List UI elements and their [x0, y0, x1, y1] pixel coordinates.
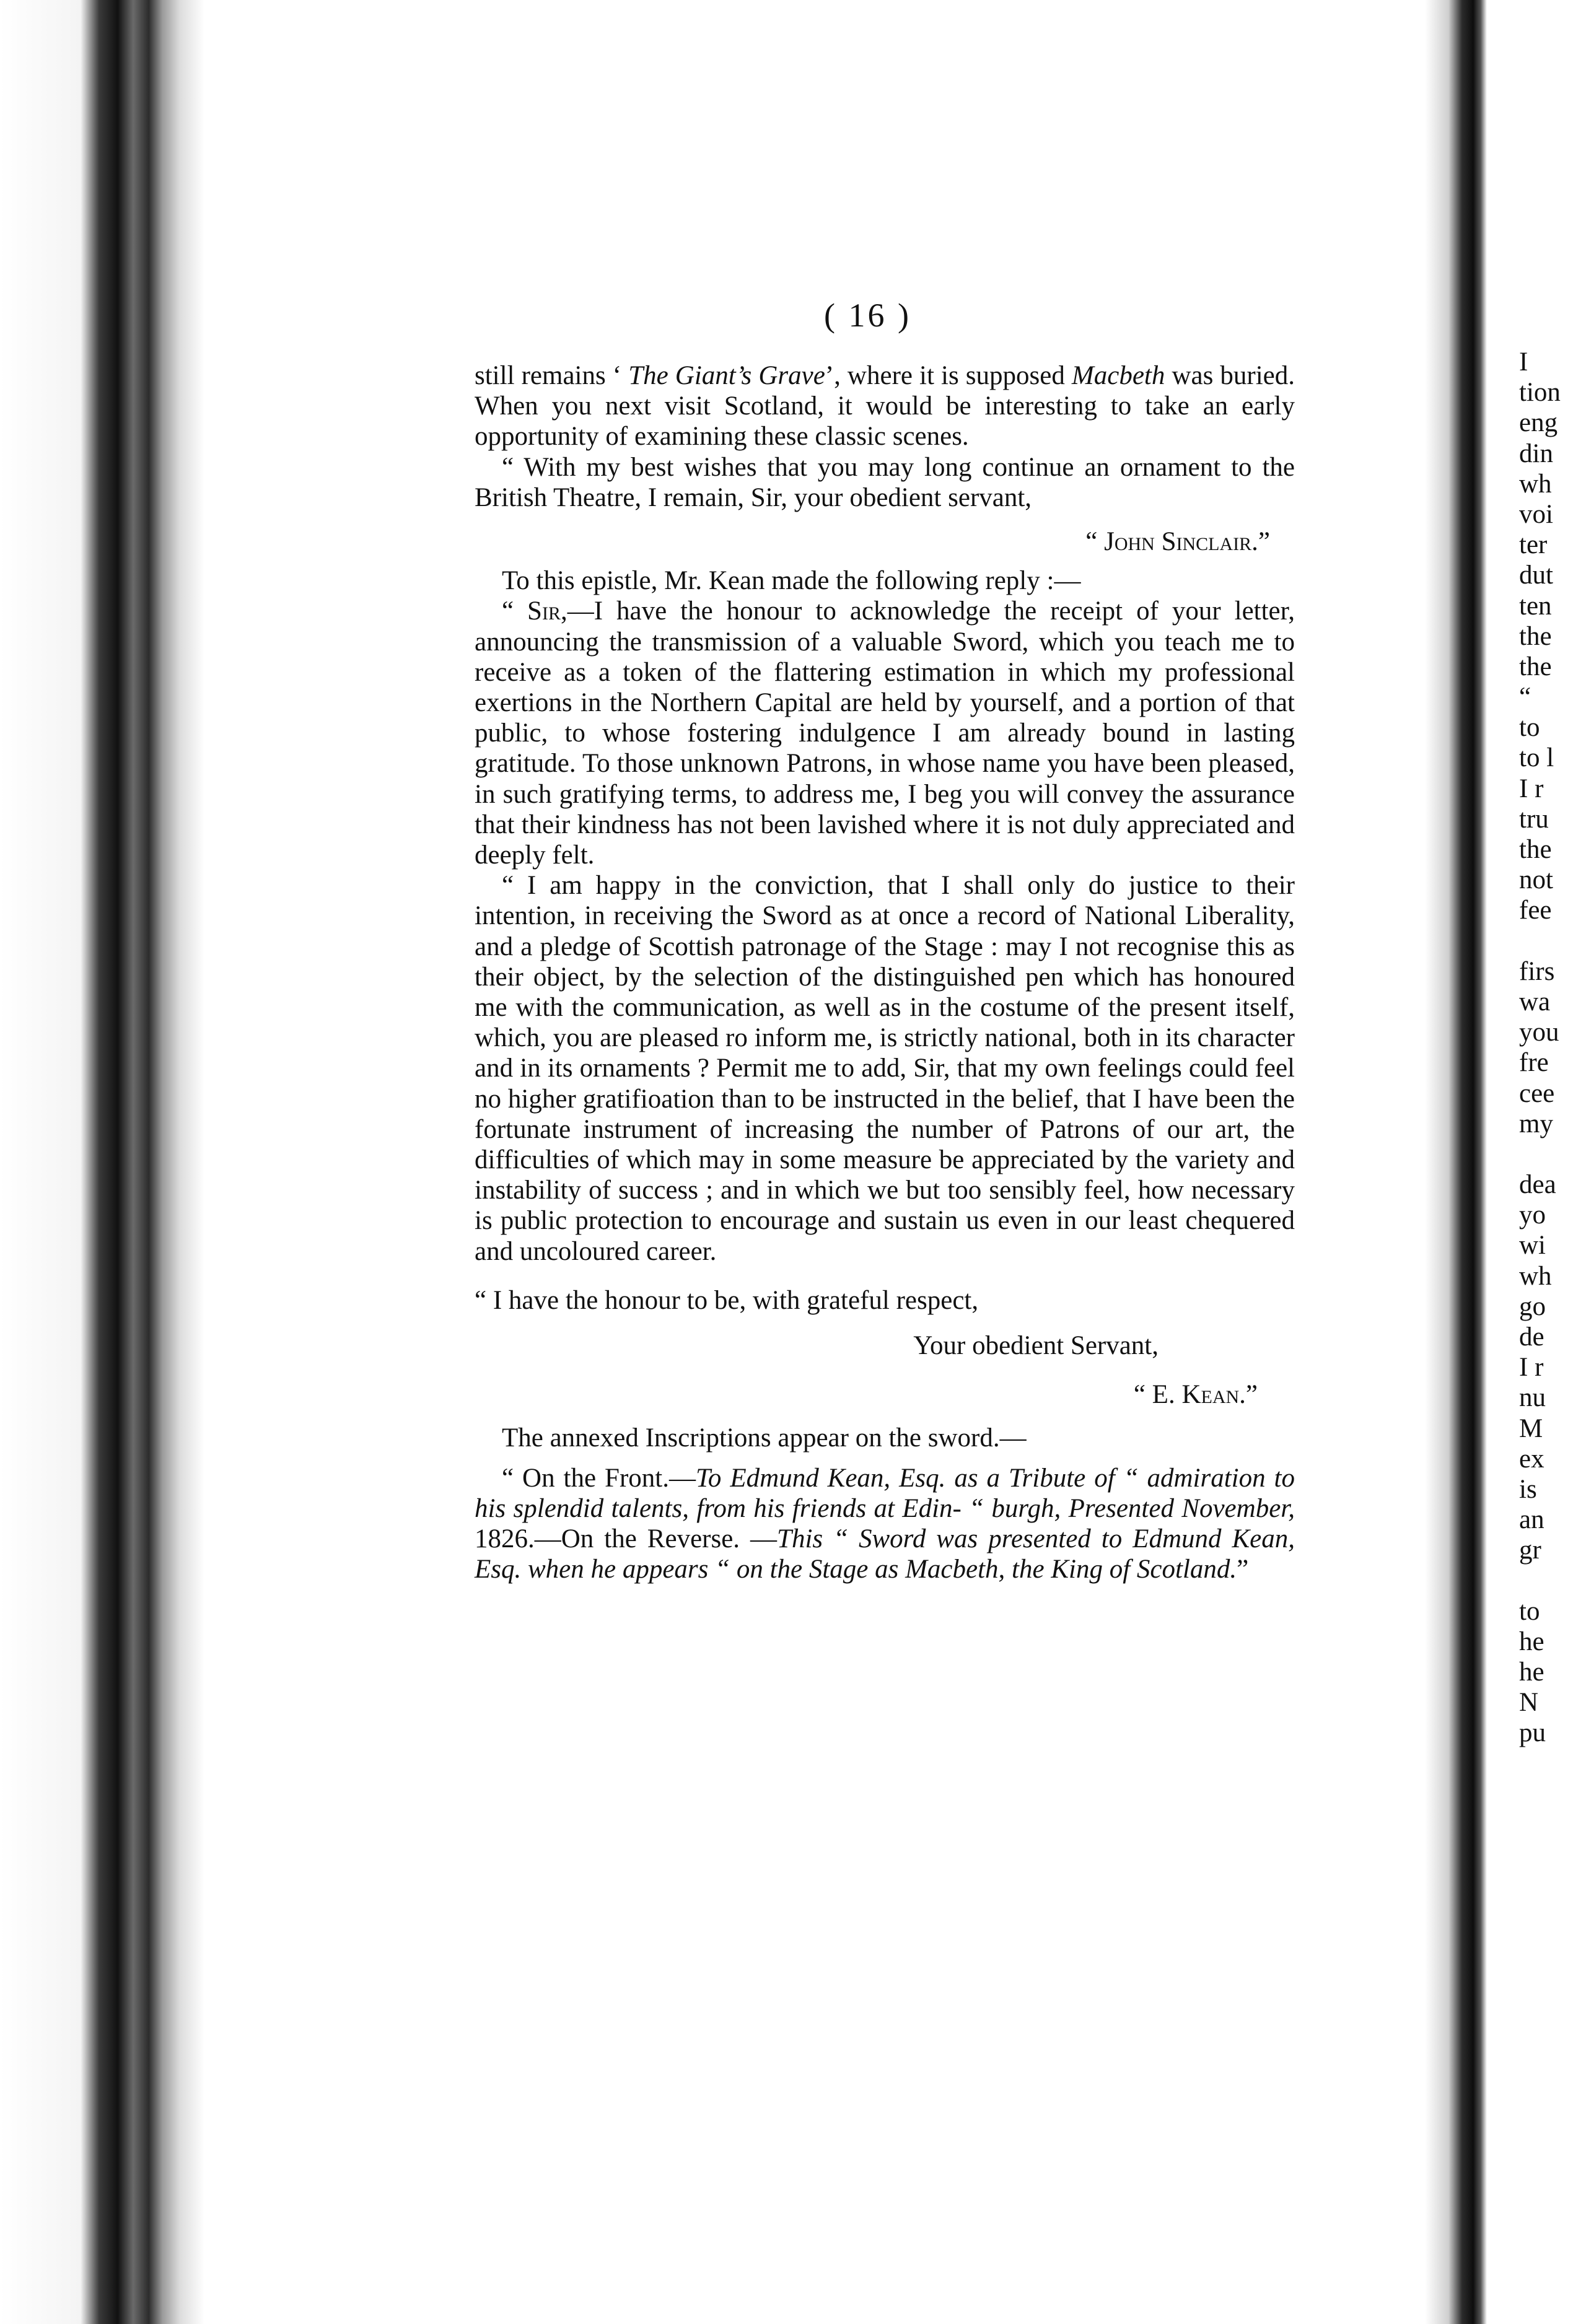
next-page-fragment: wa	[1519, 987, 1551, 1016]
paragraph-inscriptions-intro: The annexed Inscriptions appear on the sword.—	[502, 1423, 1027, 1452]
next-page-fragment: go	[1519, 1291, 1546, 1321]
paragraph-best-wishes: “ With my best wishes that you may long continue an ornament to the British Theatre, I remain, Sir, your obedient servant,	[475, 452, 1295, 512]
next-page-fragment	[1519, 1566, 1586, 1596]
next-page-fragment: eng	[1519, 408, 1558, 438]
paragraph-kean-letter-1: “ Sir,—I have the honour to acknowledge the receipt of your letter, announcing the transmission of a valuable Sword, which you teach me to receive as a token of the flattering estimation in which my professional exertions in the Northern Capital are held by yourself, and a portion of that public, to whose fostering indulgence I am already bound in lasting gratitude. To those unknown Patrons, in whose name you have been pleased, in such gratifying terms, to address me, I beg you will convey the assurance that their kindness has not been lavished where it is not duly appreciated and deeply felt.	[475, 596, 1295, 870]
next-page-fragment: M	[1519, 1413, 1543, 1443]
next-page-fragment: I r	[1519, 774, 1544, 803]
next-page-fragment: cee	[1519, 1078, 1555, 1108]
next-page-fragment: he	[1519, 1627, 1544, 1656]
next-page-fragment: he	[1519, 1658, 1544, 1687]
next-page-fragment: I r	[1519, 1353, 1544, 1383]
next-page-fragment: yo	[1519, 1200, 1546, 1230]
letter-servant: Your obedient Servant,	[913, 1331, 1159, 1361]
next-page-fragment: ter	[1519, 530, 1548, 560]
next-page-fragment: you	[1519, 1018, 1559, 1047]
next-page-fragments	[1519, 347, 1586, 1749]
next-page-fragment: is	[1519, 1474, 1537, 1504]
paragraph-kean-letter-2: “ I am happy in the conviction, that I shall only do justice to their intention, in receiving the Sword as at once a record of National Liberality, and a pledge of Scottish patronage of the Stage : may I not recognise this as their object, by the selection of the distinguished pen which has honoured me with the communication, as well as in the costume of the present itself, which, you are pleased ro inform me, is strictly national, both in its character and in its ornaments ? Permit me to add, Sir, that my own feelings could feel no higher gratifioation than to be instructed in the belief, that I have been the fortunate instrument of increasing the number of Patrons of our art, the difficulties of which may in some measure be appreciated by the variety and instability of success ; and in which we but too sensibly feel, how necessary is public protection to encourage and sustain us even in our least chequered and uncoloured career.	[475, 871, 1295, 1266]
next-page-fragment: N	[1519, 1688, 1539, 1718]
next-page-fragment: the	[1519, 652, 1552, 681]
title-giants-grave: The Giant’s Grave	[628, 361, 825, 390]
next-page-fragment: wh	[1519, 469, 1552, 499]
next-page-fragment	[1519, 926, 1586, 956]
next-page-fragment: voi	[1519, 499, 1553, 529]
next-page-fragment: firs	[1519, 956, 1555, 986]
next-page-fragment: fee	[1519, 896, 1552, 925]
next-page-fragment: an	[1519, 1505, 1544, 1535]
paragraph-reply-intro: To this epistle, Mr. Kean made the following reply :—	[502, 566, 1081, 596]
signature-sinclair: “ John Sinclair.”	[1085, 527, 1270, 557]
next-page-fragment: pu	[1519, 1718, 1546, 1748]
next-page-fragment: my	[1519, 1109, 1553, 1138]
signature-kean: “ E. Kean.”	[1133, 1380, 1258, 1410]
next-page-fragment: fre	[1519, 1048, 1549, 1078]
next-page-fragment: dut	[1519, 561, 1553, 590]
next-page-fragment: tru	[1519, 804, 1549, 834]
next-page-fragment: not	[1519, 865, 1553, 895]
next-page-fragment: wi	[1519, 1231, 1546, 1260]
page-text	[475, 360, 1295, 1585]
next-page-fragment: wh	[1519, 1261, 1552, 1291]
next-page-fragment: to	[1519, 1596, 1540, 1626]
name-macbeth: Macbeth	[1071, 361, 1165, 390]
right-gutter-shadow	[1425, 0, 1487, 2324]
next-page-fragment: dea	[1519, 1170, 1556, 1200]
next-page-fragment: the	[1519, 835, 1552, 864]
paragraph-inscriptions: “ On the Front.—To Edmund Kean, Esq. as a Tribute of “ admiration to his splendid talents, from his friends at Edin- “ burgh, Presented November, 1826.—On the Reverse. —This “ Sword was presented to Edmund Kean, Esq. when he appears “ on the Stage as Macbeth, the King of Scotland.”	[475, 1463, 1295, 1584]
next-page-fragment: din	[1519, 439, 1553, 468]
left-binding-shadow	[0, 0, 204, 2324]
next-page-fragment: tion	[1519, 378, 1561, 408]
next-page-fragment: ten	[1519, 591, 1552, 621]
next-page-fragment: to	[1519, 713, 1540, 743]
next-page-fragment: to l	[1519, 743, 1554, 773]
next-page-fragment: the	[1519, 621, 1552, 651]
next-page-fragment: nu	[1519, 1383, 1546, 1413]
next-page-fragment: I	[1519, 347, 1528, 377]
letter-closing: “ I have the honour to be, with grateful respect,	[475, 1285, 979, 1315]
next-page-fragment: ex	[1519, 1444, 1544, 1474]
next-page-fragment: “	[1519, 683, 1531, 712]
paragraph-giants-grave: still remains ‘ The Giant’s Grave’, where it is supposed Macbeth was buried. When you next visit Scotland, it would be interesting to take an early opportunity of examining these classic scenes.	[475, 361, 1295, 452]
page-number: ( 16 )	[824, 297, 911, 334]
next-page-fragment: de	[1519, 1322, 1544, 1352]
next-page-fragment	[1519, 1139, 1586, 1169]
next-page-fragment: gr	[1519, 1536, 1541, 1565]
